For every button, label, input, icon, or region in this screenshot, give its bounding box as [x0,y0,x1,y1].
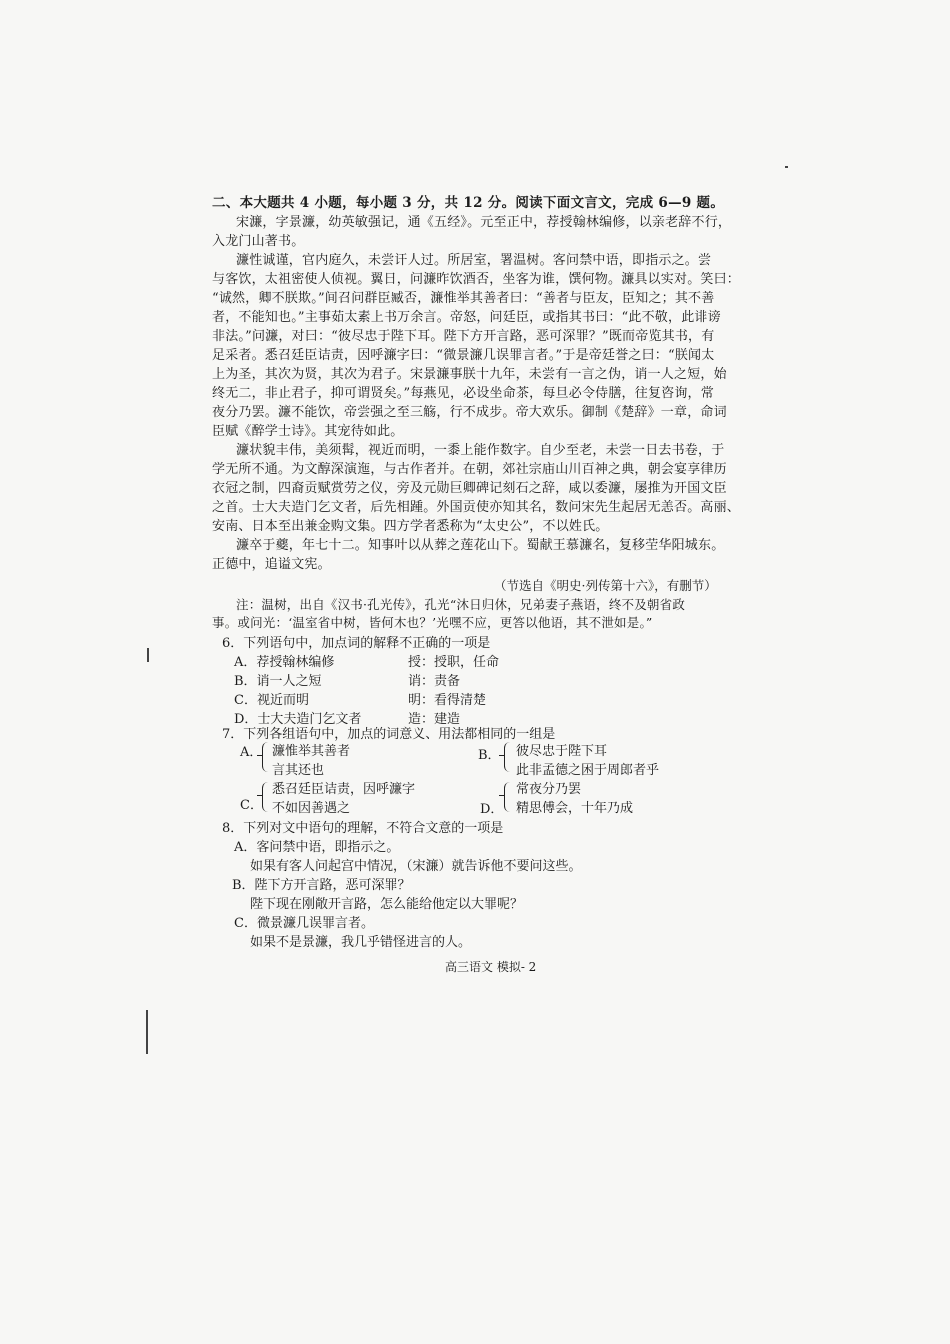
passage-line: 之首。士大夫造门乞文者，后先相踵。外国贡使亦知其名，数问宋先生起居无恙否。高丽、 [212,500,741,515]
q8-option-b-translation: 陛下现在刚敞开言路，怎么能给他定以大罪呢？ [250,897,524,912]
q6-option-b: B．诮一人之短 [234,674,322,689]
q6-gloss-b: 诮：责备 [408,674,461,689]
scan-speck [785,166,788,168]
section-heading: 二、本大题共 4 小题，每小题 3 分，共 12 分。阅读下面文言文，完成 6—9 题。 [212,195,725,211]
q8-option-a-translation: 如果有客人问起宫中情况，（宋濂）就告诉他不要问这些。 [250,859,582,874]
passage-line: 足采者。悉召廷臣诘责，因呼濂字曰：“微景濂几误罪言者。”于是帝廷誉之曰：“朕闻太 [212,348,715,363]
q6-option-d: D．士大夫造门乞文者 [234,712,362,727]
q6-gloss-a: 授：授职，任命 [408,655,500,670]
q7-brace-c [262,782,271,812]
q7-stem: 7．下列各组语句中，加点的词意义、用法都相同的一组是 [222,727,556,742]
passage-line: 上为圣，其次为贤，其次为君子。宋景濂事朕十九年，未尝有一言之伪，诮一人之短，始 [212,367,727,382]
page-footer: 高三语文 模拟- 2 [445,960,537,974]
q7-option-d-letter: D． [480,802,504,817]
passage-line: 夜分乃罢。濂不能饮，帝尝强之至三觞，行不成步。帝大欢乐。御制《楚辞》一章，命词 [212,405,727,420]
q6-gloss-d: 造：建造 [408,712,461,727]
q7-d-line1: 常夜分乃罢 [516,782,582,797]
passage-line: 学无所不通。为文醇深演迤，与古作者并。在朝，郊社宗庙山川百神之典，朝会宴享律历 [212,462,727,477]
q8-option-c-translation: 如果不是景濂，我几乎错怪进言的人。 [250,935,472,950]
passage-line: 濂卒于夔，年七十二。知事叶以从葬之莲花山下。蜀献王慕濂名，复移茔华阳城东。 [236,538,725,553]
scan-speck [147,648,149,662]
q7-option-b-letter: B． [478,748,501,763]
passage-line: 宋濂，字景濂，幼英敏强记，通《五经》。元至正中，荐授翰林编修，以亲老辞不行， [236,215,732,230]
passage-line: 衣冠之制，四裔贡赋赏劳之仪，旁及元勋巨卿碑记刻石之辞，咸以委濂，屡推为开国文臣 [212,481,727,496]
passage-line: 终无二，非止君子，抑可谓贤矣。”每燕见，必设坐命茶，每旦必令侍膳，往复咨询，常 [212,386,714,401]
passage-line: 正德中，追谥文宪。 [212,557,331,572]
passage-line: 安南、日本至出兼金购文集。四方学者悉称为“太史公”，不以姓氏。 [212,519,609,534]
passage-line: 濂状貌丰伟，美须髯，视近而明，一黍上能作数字。自少至老，未尝一日去书卷，于 [236,443,725,458]
q7-d-line2: 精思傅会，十年乃成 [516,801,634,816]
passage-line: “诚然，卿不朕欺。”间召问群臣臧否，濂惟举其善者曰：“善者与臣友，臣知之；其不善 [212,291,715,306]
scan-speck [146,1010,148,1054]
passage-line: 者，不能知也。”主事茹太素上书万余言。帝怒，问廷臣，或指其书曰：“此不敬，此诽谤 [212,310,721,325]
passage-source: （节选自《明史·列传第十六》，有删节） [494,578,717,593]
passage-line: 濂性诚谨，官内庭久，未尝讦人过。所居室，署温树。客问禁中语，即指示之。尝 [236,253,712,268]
q7-b-line1: 彼尽忠于陛下耳 [516,744,608,759]
q7-option-c-letter: C． [240,798,263,813]
q7-c-line2: 不如因善遇之 [272,801,351,816]
q7-a-line1: 濂惟举其善者 [272,744,351,759]
note-line: 事。或问光：‘温室省中树，皆何木也？’光嘿不应，更答以他语，其不泄如是。” [212,615,653,630]
q7-a-line2: 言其还也 [272,763,325,778]
q8-option-c: C．微景濂几误罪言者。 [234,916,374,931]
q6-stem: 6．下列语句中，加点词的解释不正确的一项是 [222,636,491,651]
q8-option-b: B．陛下方开言路，恶可深罪？ [232,878,411,893]
q7-b-line2: 此非孟德之困于周郎者乎 [516,763,660,778]
q7-brace-d [504,782,513,812]
q7-option-a-letter: A． [240,745,263,760]
q6-gloss-c: 明：看得清楚 [408,693,487,708]
q8-stem: 8．下列对文中语句的理解，不符合文意的一项是 [222,821,504,836]
passage-line: 非法。”问濂，对曰：“彼尽忠于陛下耳。陛下方开言路，恶可深罪？”既而帝览其书，有 [212,329,715,344]
q7-brace-a [262,742,271,772]
q8-option-a: A．客问禁中语，即指示之。 [234,840,400,855]
q7-brace-b [504,742,513,772]
q6-option-c: C．视近而明 [234,693,309,708]
q7-c-line1: 悉召廷臣诘责，因呼濂字 [272,782,416,797]
q6-option-a: A．荐授翰林编修 [234,655,335,670]
note-line: 注：温树，出自《汉书·孔光传》，孔光“沐日归休，兄弟妻子燕语，终不及朝省政 [236,597,686,612]
passage-line: 入龙门山著书。 [212,234,305,249]
passage-line: 臣赋《醉学士诗》。其宠待如此。 [212,424,404,439]
passage-line: 与客饮，太祖密使人侦视。翼日，问濂昨饮酒否，坐客为谁，馔何物。濂具以实对。笑曰： [212,272,741,287]
